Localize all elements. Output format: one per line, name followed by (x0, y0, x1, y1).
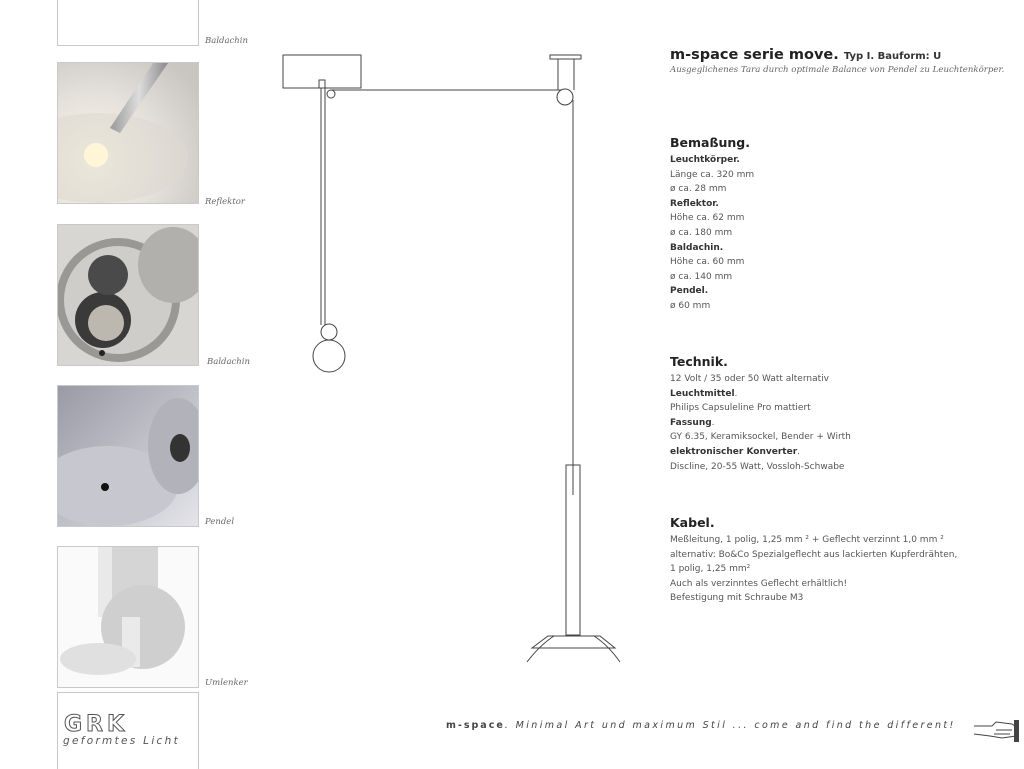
footer-text: . Minimal Art und maximum Stil ... come and find the different! (504, 720, 956, 731)
thumb-pendel (57, 385, 199, 527)
umlenker-photo (58, 547, 198, 687)
bald-label: Baldachin. (670, 242, 724, 253)
caption-baldachin-1: Baldachin (205, 36, 248, 46)
pendel-photo (58, 386, 198, 526)
baldachin-shape (283, 55, 361, 88)
fassung-label: Fassung (670, 417, 712, 428)
technik-line1: 12 Volt / 35 oder 50 Watt alternativ (670, 374, 829, 384)
leuchtmittel-label: Leuchtmittel (670, 388, 735, 399)
refl-hoehe: Höhe ca. 62 mm (670, 213, 745, 224)
umlenker-wheel (557, 89, 573, 105)
pendel-durch: ø 60 mm (670, 300, 711, 311)
refl-durch: ø ca. 180 mm (670, 227, 733, 238)
thumb-umlenker (57, 546, 199, 688)
caption-reflektor: Reflektor (205, 197, 245, 207)
konverter-label: elektronischer Konverter (670, 446, 798, 457)
bemassung-heading: Bemaßung. (670, 135, 750, 150)
thumb-baldachin (57, 224, 199, 366)
section-kabel (670, 514, 957, 606)
kabel-heading: Kabel. (670, 515, 715, 530)
thumb-reflektor (57, 62, 199, 204)
section-bemassung (670, 134, 754, 314)
section-technik: Technik. 12 Volt / 35 oder 50 Watt alternativ Leuchtmittel. Philips Capsuleline Pro mattiert Fassung. GY 6.35, Keramiksockel, Bender + Wirth elektronischer Konverter. Discline, 20-55 Watt, Vossloh-Schwabe (670, 353, 851, 474)
subtitle-tagline: Ausgeglichenes Tara durch optimale Balance von Pendel zu Leuchtenkörper. (670, 65, 1005, 75)
bald-durch: ø ca. 140 mm (670, 271, 733, 282)
thumb-baldachin-top (57, 0, 199, 46)
kabel-line4: Auch als verzinntes Geflecht erhältlich! (670, 578, 848, 589)
leucht-label: Leuchtkörper. (670, 155, 740, 165)
pendel-label: Pendel. (670, 286, 709, 297)
pendel-small-ball (321, 324, 337, 340)
caption-umlenker: Umlenker (205, 678, 248, 688)
bald-hoehe: Höhe ca. 60 mm (670, 257, 745, 268)
leucht-laenge: Länge ca. 320 mm (670, 169, 755, 180)
pointing-hand-icon (972, 718, 1020, 744)
technik-heading: Technik. (670, 354, 728, 369)
caption-baldachin-2: Baldachin (207, 357, 250, 367)
kabel-line1: Meßleitung, 1 polig, 1,25 mm ² + Geflecht verzinnt 1,0 mm ² (670, 535, 944, 545)
title-sub: Typ I. Bauform: U (843, 51, 942, 62)
footer-brand: m-space (446, 720, 505, 731)
logo-tagline: geformtes Licht (63, 735, 180, 747)
leuchtmittel-value: Philips Capsuleline Pro mattiert (670, 403, 811, 414)
lamp-drawing (270, 40, 630, 680)
page-title (670, 44, 941, 63)
baldachin-photo (58, 0, 198, 45)
kabel-line2: alternativ: Bo&Co Spezialgeflecht aus lackierten Kupferdrähten, (670, 549, 958, 560)
logo-mark-text: GRK (64, 712, 129, 737)
konverter-value: Discline, 20-55 Watt, Vossloh-Schwabe (670, 461, 845, 472)
reflektor-photo (58, 63, 198, 203)
pendel-ball (313, 340, 345, 372)
baldachin-inside-photo (58, 225, 198, 365)
logo-box (57, 692, 199, 769)
footer-slogan (446, 720, 956, 731)
fassung-value: GY 6.35, Keramiksockel, Bender + Wirth (670, 432, 851, 443)
kabel-line3: 1 polig, 1,25 mm² (670, 564, 751, 575)
leucht-durch: ø ca. 28 mm (670, 184, 727, 195)
kabel-line5: Befestigung mit Schraube M3 (670, 593, 804, 604)
title-main: m-space serie move. (670, 47, 839, 63)
refl-label: Reflektor. (670, 198, 719, 209)
caption-pendel: Pendel (205, 517, 235, 527)
